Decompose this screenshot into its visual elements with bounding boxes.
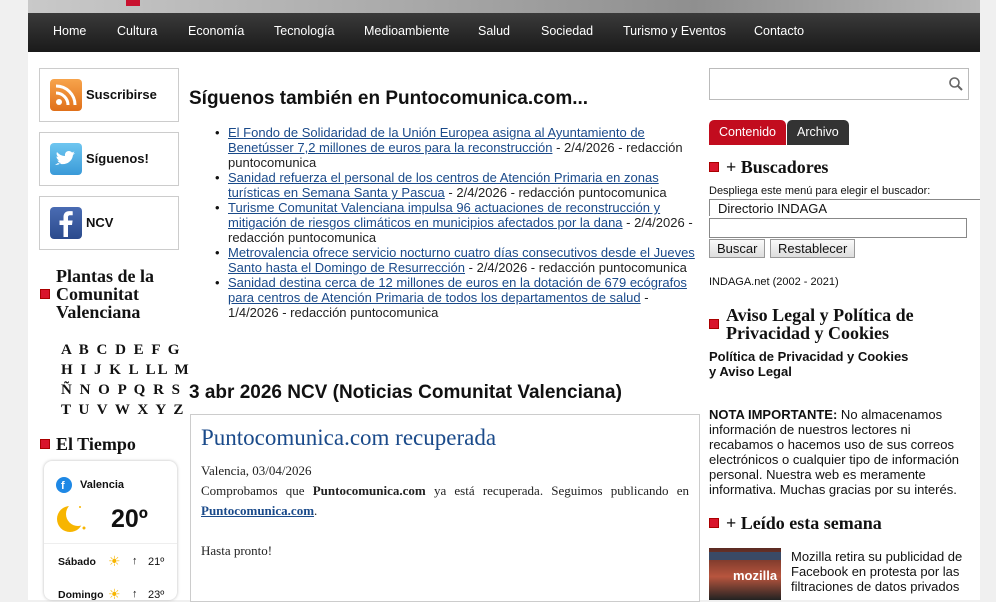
follow-twitter-button[interactable]	[39, 132, 179, 186]
ncv-label: NCV	[86, 215, 114, 230]
post-closing: Hasta pronto!	[201, 543, 273, 558]
sun-icon: ☀	[108, 553, 121, 569]
section-marker-icon	[709, 319, 719, 329]
subscribe-label: Suscribirse	[86, 87, 157, 102]
svg-text:f: f	[61, 480, 65, 492]
news-meta: - 2/4/2026 - redacción puntocomunica	[228, 215, 693, 245]
location-icon	[56, 477, 72, 493]
date-heading: 3 abr 2026 NCV (Noticias Comunitat Valenciana)	[189, 382, 622, 403]
post-date: Valencia, 03/04/2026	[201, 463, 312, 478]
list-item	[228, 275, 698, 320]
tab-contenido[interactable]: Contenido	[709, 120, 786, 145]
alphabet-row[interactable]: Ñ N O P Q R S	[61, 382, 183, 398]
article-thumbnail[interactable]	[709, 548, 781, 600]
logo-fragment	[126, 0, 140, 6]
follow-label: Síguenos!	[86, 151, 149, 166]
news-link[interactable]: Metrovalencia ofrece servicio nocturno cuatro días consecutivos desde el Jueves Santo hasta el Domingo de Resurrección	[228, 245, 695, 275]
moon-icon	[54, 501, 90, 542]
news-meta: - 2/4/2026 - redacción puntocomunica	[465, 260, 687, 275]
news-link[interactable]: Sanidad refuerza el personal de los centros de Atención Primaria en zonas turísticas en Semana Santa y Pascua	[228, 170, 659, 200]
forecast-max: 23º	[148, 589, 165, 600]
weather-city: Valencia	[80, 479, 125, 491]
news-link[interactable]: Sanidad destina cerca de 12 millones de euros en la dotación de 679 ecógrafos para centros de Atención Primaria de todos los departamentos de salud	[228, 275, 687, 305]
buscar-button[interactable]: Buscar	[709, 239, 765, 258]
forecast-day: Domingo	[58, 589, 104, 600]
section-marker-icon	[709, 518, 719, 528]
news-link[interactable]: Turisme Comunitat Valenciana impulsa 96 actuaciones de reconstrucción y mitigación de riesgos climáticos en municipios afectados por la dana	[228, 200, 661, 230]
weather-widget[interactable]	[44, 461, 177, 600]
search-engine-select[interactable]: Directorio INDAGA	[709, 199, 980, 216]
nav-contacto[interactable]: Contacto	[754, 24, 805, 38]
post-title[interactable]: Puntocomunica.com recuperada	[201, 425, 497, 450]
alphabet-row[interactable]: H I J K L LL M	[61, 362, 191, 378]
spacer	[201, 521, 689, 541]
divider	[44, 543, 177, 544]
max-temp-icon: ↑	[132, 555, 138, 567]
ncv-facebook-button[interactable]	[39, 196, 179, 250]
buscadores-hint: Despliega este menú para elegir el buscador:	[709, 185, 931, 197]
header-banner	[28, 0, 980, 14]
nav-tecnologia[interactable]: Tecnología	[274, 24, 335, 38]
list-item	[228, 200, 698, 245]
nav-medioambiente[interactable]: Medioambiente	[364, 24, 450, 38]
post-paragraph	[201, 481, 689, 521]
main-nav	[28, 13, 980, 52]
news-list	[228, 125, 698, 320]
most-read-title: + Leído esta semana	[726, 513, 882, 533]
alphabet-index	[61, 340, 191, 420]
nav-economia[interactable]: Economía	[188, 24, 245, 38]
restablecer-button[interactable]: Restablecer	[770, 239, 855, 258]
legal-title	[726, 306, 914, 342]
indaga-credit[interactable]: INDAGA.net (2002 - 2021)	[709, 276, 839, 288]
nav-sociedad[interactable]: Sociedad	[541, 24, 594, 38]
post-body	[201, 461, 689, 561]
news-meta: - 2/4/2026 - redacción puntocomunica	[228, 140, 683, 170]
privacy-note	[709, 407, 967, 497]
legal-title-line: Aviso Legal y Política de	[726, 305, 914, 325]
news-meta: - 1/4/2026 - redacción puntocomunica	[228, 290, 649, 320]
legal-title-line: Privacidad y Cookies	[726, 323, 890, 343]
forecast-max: 21º	[148, 556, 165, 568]
section-marker-icon	[40, 439, 50, 449]
weather-title: El Tiempo	[56, 434, 136, 454]
section-marker-icon	[40, 289, 50, 299]
plants-title	[56, 267, 154, 321]
post-bold: Puntocomunica.com	[312, 483, 426, 498]
nav-cultura[interactable]: Cultura	[117, 24, 158, 38]
weather-temp: 20º	[111, 505, 148, 533]
legal-link[interactable]	[709, 349, 908, 379]
forecast-day: Sábado	[58, 556, 96, 568]
section-marker-icon	[709, 162, 719, 172]
plants-title-line: Comunitat	[56, 284, 140, 304]
nav-salud[interactable]: Salud	[478, 24, 510, 38]
list-item	[228, 125, 698, 170]
post-link[interactable]: Puntocomunica.com	[201, 503, 315, 518]
alphabet-row[interactable]: A B C D E F G	[61, 342, 182, 358]
alphabet-row[interactable]: T U V W X Y Z	[61, 402, 186, 418]
buscadores-title: + Buscadores	[726, 157, 829, 177]
news-link[interactable]: El Fondo de Solidaridad de la Unión Europea asigna al Ayuntamiento de Benetússer 7,2 millones de euros para la reconstrucción	[228, 125, 645, 155]
nav-home[interactable]: Home	[53, 24, 87, 38]
facebook-icon	[50, 207, 82, 239]
page	[28, 0, 980, 600]
subscribe-button[interactable]	[39, 68, 179, 122]
plants-title-line: Valenciana	[56, 302, 141, 322]
nav-turismo[interactable]: Turismo y Eventos	[623, 24, 727, 38]
search-icon[interactable]	[948, 76, 964, 92]
tab-archivo[interactable]: Archivo	[787, 120, 849, 145]
post-text: Comprobamos que	[201, 483, 313, 498]
rss-icon	[50, 79, 82, 111]
follow-heading: Síguenos también en Puntocomunica.com...	[189, 88, 589, 109]
news-meta: - 2/4/2026 - redacción puntocomunica	[444, 185, 667, 200]
legal-link-line: Política de Privacidad y Cookies	[709, 349, 909, 364]
search-input[interactable]	[712, 72, 940, 96]
buscador-query-input[interactable]	[709, 218, 967, 238]
sun-icon: ☀	[108, 586, 121, 600]
note-label: NOTA IMPORTANTE:	[709, 407, 838, 422]
most-read-link[interactable]: Mozilla retira su publicidad de Facebook en protesta por las filtraciones de datos privados	[791, 549, 963, 594]
list-item	[228, 170, 698, 200]
thumb-text: mozilla	[733, 568, 778, 583]
thumb-band	[709, 552, 781, 560]
plants-title-line: Plantas de la	[56, 266, 155, 286]
max-temp-icon: ↑	[132, 588, 138, 600]
list-item	[228, 245, 698, 275]
post-text: ya está recuperada. Seguimos publicando en	[425, 483, 689, 498]
post-text: .	[314, 503, 318, 518]
search-box	[709, 68, 969, 100]
twitter-icon	[50, 143, 82, 175]
note-text: No almacenamos información de nuestros lectores ni recabamos o hacemos uso de sus correos electrónicos o cualquier tipo de información personal. Nuestra web es meramente informativa. Muchas gracias por su interés.	[709, 407, 960, 497]
legal-link-line: y Aviso Legal	[709, 364, 792, 379]
post-card	[190, 414, 700, 602]
